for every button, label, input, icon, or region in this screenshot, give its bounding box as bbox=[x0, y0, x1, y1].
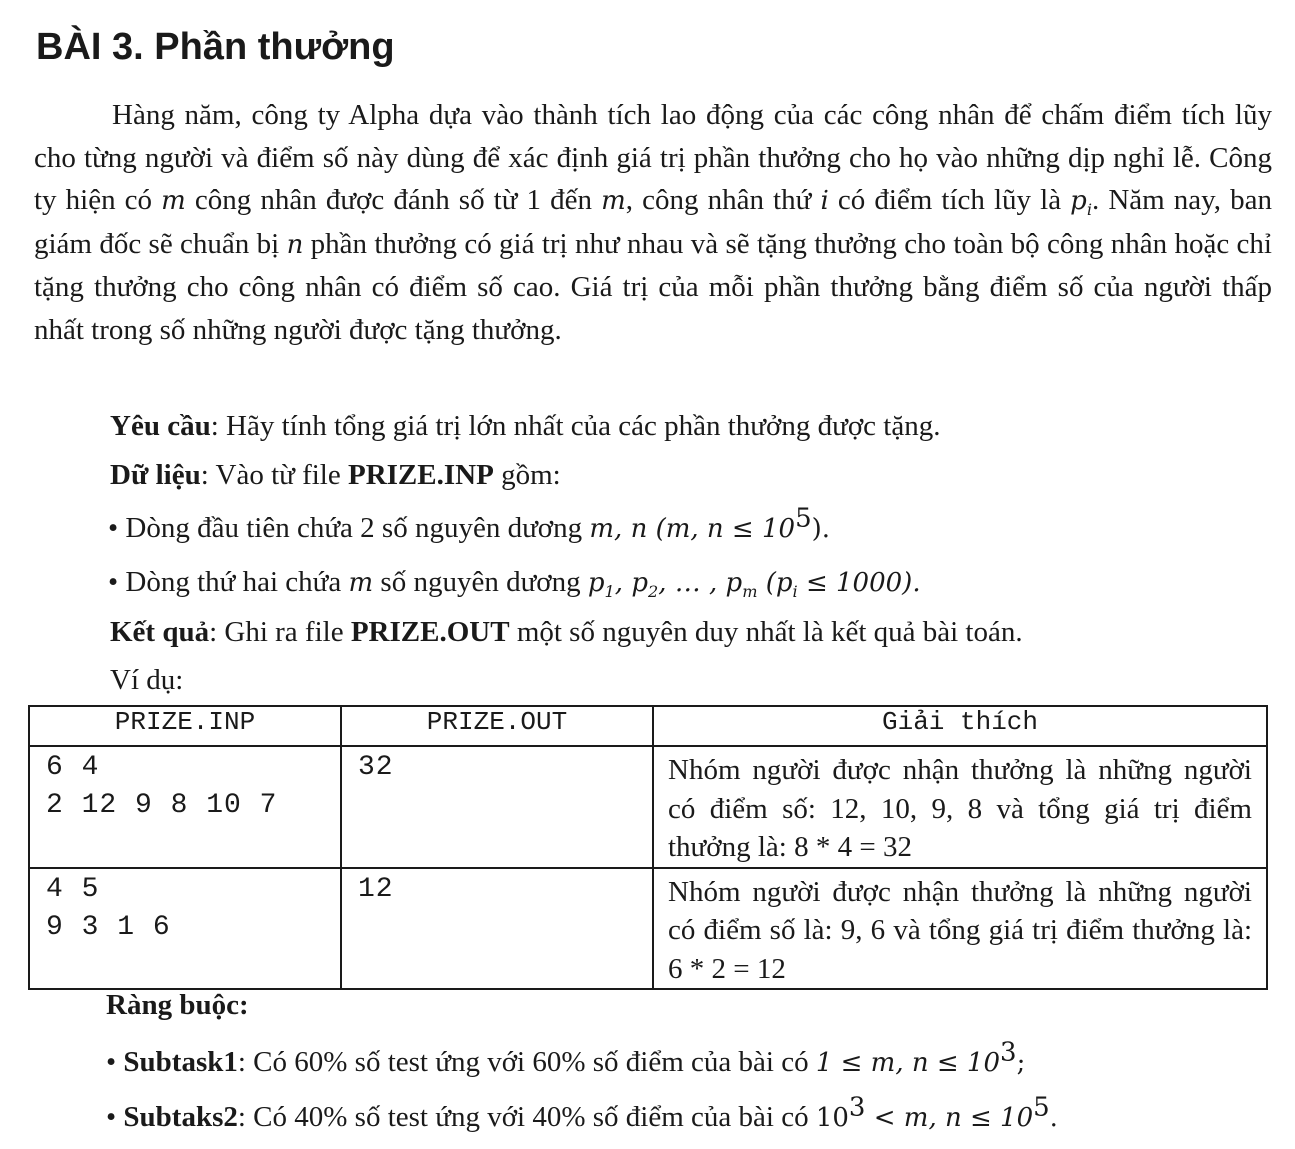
subtask-1-label: Subtask1 bbox=[123, 1046, 238, 1078]
header-explanation: Giải thích bbox=[653, 706, 1267, 746]
example-input-cell: 4 5 9 3 1 6 bbox=[29, 868, 341, 990]
requirement-line: Yêu cầu: Hãy tính tổng giá trị lớn nhất của các phần thưởng được tặng. bbox=[110, 410, 941, 442]
input-bullet-2: • Dòng thứ hai chứa m số nguyên dương $p_1$, $p_2$, … , $p_m$ $(p_i \le 1000)$. bbox=[108, 566, 921, 602]
example-output-cell: 32 bbox=[341, 746, 653, 868]
example-output-cell: 12 bbox=[341, 868, 653, 990]
example-label: Ví dụ: bbox=[110, 664, 184, 696]
table-header-row bbox=[29, 706, 1267, 746]
input-bullet-1: • Dòng đầu tiên chứa 2 số nguyên dương m, n (m, $n \le 10^5$). bbox=[108, 503, 831, 544]
input-filename: PRIZE.INP bbox=[347, 459, 494, 491]
output-label: Kết quả bbox=[110, 616, 210, 648]
subtask-1: • Subtask1: Có 60% số test ứng với 60% số điểm của bài có 1 ≤ m, $n \le 10^3$; bbox=[106, 1037, 1026, 1078]
input-label: Dữ liệu bbox=[110, 459, 201, 491]
input-line: Dữ liệu: Vào từ file PRIZE.INP gồm: bbox=[110, 459, 561, 491]
example-input-cell: 6 4 2 12 9 8 10 7 bbox=[29, 746, 341, 868]
problem-title: BÀI 3. Phần thưởng bbox=[36, 26, 395, 68]
example-table bbox=[28, 705, 1268, 990]
subtask-2: • Subtaks2: Có 40% số test ứng với 40% số điểm của bài có $10^3 < m$, $n \le 10^5$. bbox=[106, 1092, 1058, 1133]
output-filename: PRIZE.OUT bbox=[350, 616, 510, 648]
example-explanation-cell: Nhóm người được nhận thưởng là những người có điểm số là: 9, 6 và tổng giá trị điểm thưởng là: 6 * 2 = 12 bbox=[653, 868, 1267, 990]
header-output: PRIZE.OUT bbox=[341, 706, 653, 746]
table-row bbox=[29, 868, 1267, 990]
output-line: Kết quả: Ghi ra file PRIZE.OUT một số nguyên duy nhất là kết quả bài toán. bbox=[110, 616, 1023, 648]
requirement-label: Yêu cầu bbox=[110, 410, 211, 442]
header-input: PRIZE.INP bbox=[29, 706, 341, 746]
example-explanation-cell: Nhóm người được nhận thưởng là những người có điểm số: 12, 10, 9, 8 và tổng giá trị điểm thưởng là: 8 * 4 = 32 bbox=[653, 746, 1267, 868]
constraints-heading: Ràng buộc: bbox=[106, 989, 249, 1021]
table-row bbox=[29, 746, 1267, 868]
problem-statement: Hàng năm, công ty Alpha dựa vào thành tích lao động của các công nhân để chấm điểm tích lũy cho từng người và điểm số này dùng để xác định giá trị phần thưởng cho họ vào những dịp nghỉ lễ. Công ty hiện có m công nhân được đánh số từ 1 đến m, công nhân thứ i có điểm tích lũy là $p_i$. Năm nay, ban giám đốc sẽ chuẩn bị n phần thưởng có giá trị như nhau và sẽ tặng thưởng cho toàn bộ công nhân hoặc chỉ tặng thưởng cho công nhân có điểm số cao. Giá trị của mỗi phần thưởng bằng điểm số của người thấp nhất trong số những người được tặng thưởng. bbox=[34, 99, 1272, 346]
subtask-2-label: Subtaks2 bbox=[123, 1101, 238, 1133]
